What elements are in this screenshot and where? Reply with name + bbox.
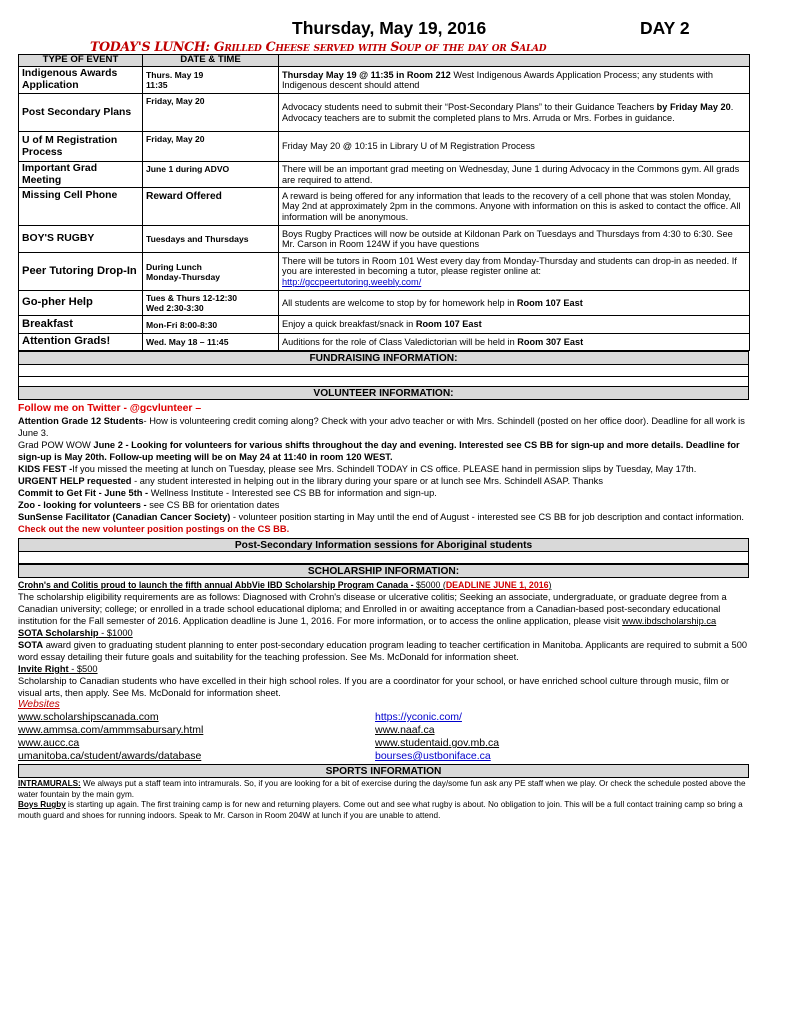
event-type: Post Secondary Plans [19,94,143,132]
intramurals-title: INTRAMURALS: [18,779,81,788]
event-desc [279,334,750,351]
bulletin-date: Thursday, May 19, 2016 [292,18,487,38]
aboriginal-body [18,552,749,564]
crohn-amount: $5000 ( [413,580,446,590]
event-date: Reward Offered [143,188,279,226]
scholarship-heading: SCHOLARSHIP INFORMATION: [18,564,749,578]
event-date: Tuesdays and Thursdays [143,226,279,253]
crohn-body: The scholarship eligibility requirements are as follows: Diagnosed with Crohn's disease or ulcerative colitis; Seeking an associate, undergraduate, or graduate degree from a Canadian university; college; or enrolled in a trade school educational diploma; and Enrolled in or awaiting acceptance from a Canadian-based post-secondary educational institution for the Fall semester of 2016. Application deadline is June 1, 2016. For more information, or to access the online application, please visit [18,592,727,626]
volunteer-body [18,400,749,537]
aboriginal-heading: Post-Secondary Information sessions for Aboriginal students [18,538,749,552]
sota-amount: - $1000 [98,628,133,638]
twitter-handle[interactable]: Follow me on Twitter - @gcvlunteer – [18,403,202,414]
table-row [19,67,750,94]
volunteer-item-text: - volunteer position starting in May until the end of August - interested see CS BB for job description and contact information. [230,512,745,522]
sota-title: SOTA Scholarship [18,628,99,638]
fundraising-heading: FUNDRAISING INFORMATION: [18,351,749,365]
table-row [19,226,750,253]
fundraising-body [18,365,749,377]
event-type: BOY'S RUGBY [19,226,143,253]
crohn-url-link[interactable]: www.ibdscholarship.ca [622,616,717,626]
header-type: TYPE OF EVENT [19,55,143,67]
crohn-title: Crohn's and Colitis proud to launch the fifth annual AbbVie IBD Scholarship Program Canada - [18,580,414,590]
volunteer-item-title: URGENT HELP requested [18,476,132,486]
event-type: Peer Tutoring Drop-In [19,253,143,291]
volunteer-item-title: Grad POW WOW [18,440,94,450]
event-desc [279,291,750,316]
lunch-label: TODAY'S LUNCH: [90,39,210,54]
event-type: Indigenous Awards Application [19,67,143,94]
event-type: Important Grad Meeting [19,162,143,188]
bulletin-day: DAY 2 [640,18,690,38]
event-date: Tues & Thurs 12-12:30 Wed 2:30-3:30 [143,291,279,316]
table-row [19,291,750,316]
website-link[interactable]: www.aucc.ca [18,737,80,749]
event-desc-text: There will be tutors in Room 101 West every day from Monday-Thursday and students can drop-in as needed. If you are interested in becoming a tutor, please register online at: [282,255,737,277]
event-desc [279,94,750,132]
event-type: Go-pher Help [19,291,143,316]
peer-tutoring-link[interactable]: http://gccpeertutoring.weebly.com/ [282,276,422,287]
event-desc-bold: Room 307 East [517,336,584,347]
sota-bold: SOTA [18,640,44,650]
event-desc-bold: Room 107 East [415,319,482,330]
event-date: Thurs. May 19 11:35 [143,67,279,94]
crohn-deadline: DEADLINE JUNE 1, 2016 [445,580,549,590]
sports-heading: SPORTS INFORMATION [18,764,749,778]
invite-amount: - $500 [68,664,98,674]
scholarship-body [18,578,749,765]
event-date: Mon-Fri 8:00-8:30 [143,316,279,334]
volunteer-item-text: - any student interested in helping out in the library during your spare or at lunch see Mrs. Schindell ASAP. Thanks [131,476,603,486]
table-row [19,334,750,351]
volunteer-item-text: see CS BB for orientation dates [149,500,280,510]
volunteer-item-title: Zoo - looking for volunteers - [18,500,150,510]
table-row [19,188,750,226]
boys-rugby-body: is starting up again. The first training camp is for new and returning players. Come out and see what rugby is about. No obligation to join. This will be a full contact training camp so bring a mouth guard and shoes for running indoors. Speak to Mr. Carson in Room 204W at lunch if you are unable to attend. [18,800,743,820]
website-link[interactable]: www.studentaid.gov.mb.ca [375,737,500,749]
event-desc-text: All students are welcome to stop by for homework help in [282,297,517,308]
event-desc [279,67,750,94]
table-row [19,94,750,132]
volunteer-postings-note: Check out the new volunteer position postings on the CS BB. [18,524,290,534]
sports-body [18,778,749,823]
event-date: Friday, May 20 [143,132,279,162]
website-link[interactable]: umanitoba.ca/student/awards/database [18,750,202,762]
event-desc-text-2: . Advocacy teachers are to submit the completed plans to Mrs. Arruda or Mrs. Forbes in guidance. [282,102,734,123]
websites-list [18,711,749,763]
table-row [19,132,750,162]
invite-body: Scholarship to Canadian students who have excelled in their high school roles. If you are a coordinator for your school, or have enriched school culture through music, film or visual arts, then apply. See Ms. McDonald for information sheet. [18,676,730,698]
event-desc-bold: by Friday May 20 [656,102,731,113]
website-link[interactable]: www.ammsa.com/ammmsabursary.html [18,724,204,736]
sota-body: award given to graduating student planning to enter post-secondary education program leading to teacher certification in Manitoba. Applicants are required to submit a 500 word essay detailing their future goals and suitability for the teaching profession. See Ms. McDonald for information sheet. [18,640,748,662]
event-date: June 1 during ADVO [143,162,279,188]
volunteer-item-title: SunSense Facilitator (Canadian Cancer Society) [18,512,231,522]
event-desc-text: Auditions for the role of Class Valedictorian will be held in [282,336,518,347]
event-desc: Boys Rugby Practices will now be outside at Kildonan Park on Tuesdays and Thursdays from 4:30 to 6:30. See Mr. Carson in Room 124W if you have questions [279,226,750,253]
event-desc: A reward is being offered for any information that leads to the recovery of a cell phone that was stolen Monday, May 2nd at approximately 2pm in the commons. Anyone with information on this is asked to contact the office. All information will be anonymous. [279,188,750,226]
event-desc [279,316,750,334]
website-email-link[interactable]: bourses@ustboniface.ca [375,750,491,762]
volunteer-item-title: Attention Grade 12 Students [18,416,144,426]
invite-title: Invite Right [18,664,69,674]
intramurals-body: We always put a staff team into intramurals. So, if you are looking for a bit of exercise during the day/some fun ask any PE staff when we play. Or check the schedule posted above the water fountain by the main gym. [18,779,746,799]
event-date: Friday, May 20 [143,94,279,132]
lunch-item: Grilled Cheese served with Soup of the day or Salad [213,39,547,54]
volunteer-item-title: Commit to Get Fit - June 5th - [18,488,151,498]
crohn-close: ) [548,580,552,590]
volunteer-heading: VOLUNTEER INFORMATION: [18,386,749,400]
volunteer-item-text: If you missed the meeting at lunch on Tuesday, please see Mrs. Schindell TODAY in CS office. PLEASE hand in permission slips by Tuesday, May 17th. [72,464,697,474]
event-desc [279,253,750,291]
todays-lunch [18,39,749,54]
volunteer-item-text: June 2 - Looking for volunteers for various shifts throughout the day and evening. Interested see CS BB for sign-up and more details. Deadline for sign-up is May 20th. Follow-up meeting will be on May 24 at 11:40 in room 120 WEST. [18,440,740,462]
website-link[interactable]: www.scholarshipscanada.com [18,711,159,723]
bulletin-page [18,18,749,823]
event-type: Breakfast [19,316,143,334]
event-desc-text: West Indigenous Awards Application Process; any students with Indigenous descent should attend [282,69,713,90]
event-date: Wed. May 18 – 11:45 [143,334,279,351]
event-type: Missing Cell Phone [19,188,143,226]
websites-col1 [18,711,203,763]
volunteer-item-text: Wellness Institute - Interested see CS BB for information and sign-up. [150,488,437,498]
events-table [18,54,750,351]
volunteer-item-title: KIDS FEST - [18,464,73,474]
events-table-header [19,55,750,67]
event-desc: There will be an important grad meeting on Wednesday, June 1 during Advocacy in the Commons gym. All grads are required to attend. [279,162,750,188]
header-desc [279,55,750,67]
event-desc: Friday May 20 @ 10:15 in Library U of M Registration Process [279,132,750,162]
table-row [19,162,750,188]
event-type: Attention Grads! [19,334,143,351]
websites-col2 [375,711,499,763]
table-row [19,253,750,291]
table-row [19,316,750,334]
event-date: During Lunch Monday-Thursday [143,253,279,291]
event-desc-text: Advocacy students need to submit their “Post-Secondary Plans” to their Guidance Teachers [282,102,657,113]
event-type: U of M Registration Process [19,132,143,162]
event-desc-bold: Room 107 East [516,297,583,308]
volunteer-item-text: - How is volunteering credit coming along? Check with your advo teacher or with Mrs. Schindell (posted on her office door). Deadline for all work is June 3. [18,416,745,438]
header-date: DATE & TIME [143,55,279,67]
event-desc-text: Enjoy a quick breakfast/snack in [282,319,416,330]
website-link[interactable]: www.naaf.ca [375,724,435,736]
websites-label: Websites [18,699,60,710]
boys-rugby-title: Boys Rugby [18,800,66,809]
event-desc-bold: Thursday May 19 @ 11:35 in Room 212 [282,69,451,80]
website-link[interactable]: https://yconic.com/ [375,711,462,723]
bulletin-header [18,18,749,38]
